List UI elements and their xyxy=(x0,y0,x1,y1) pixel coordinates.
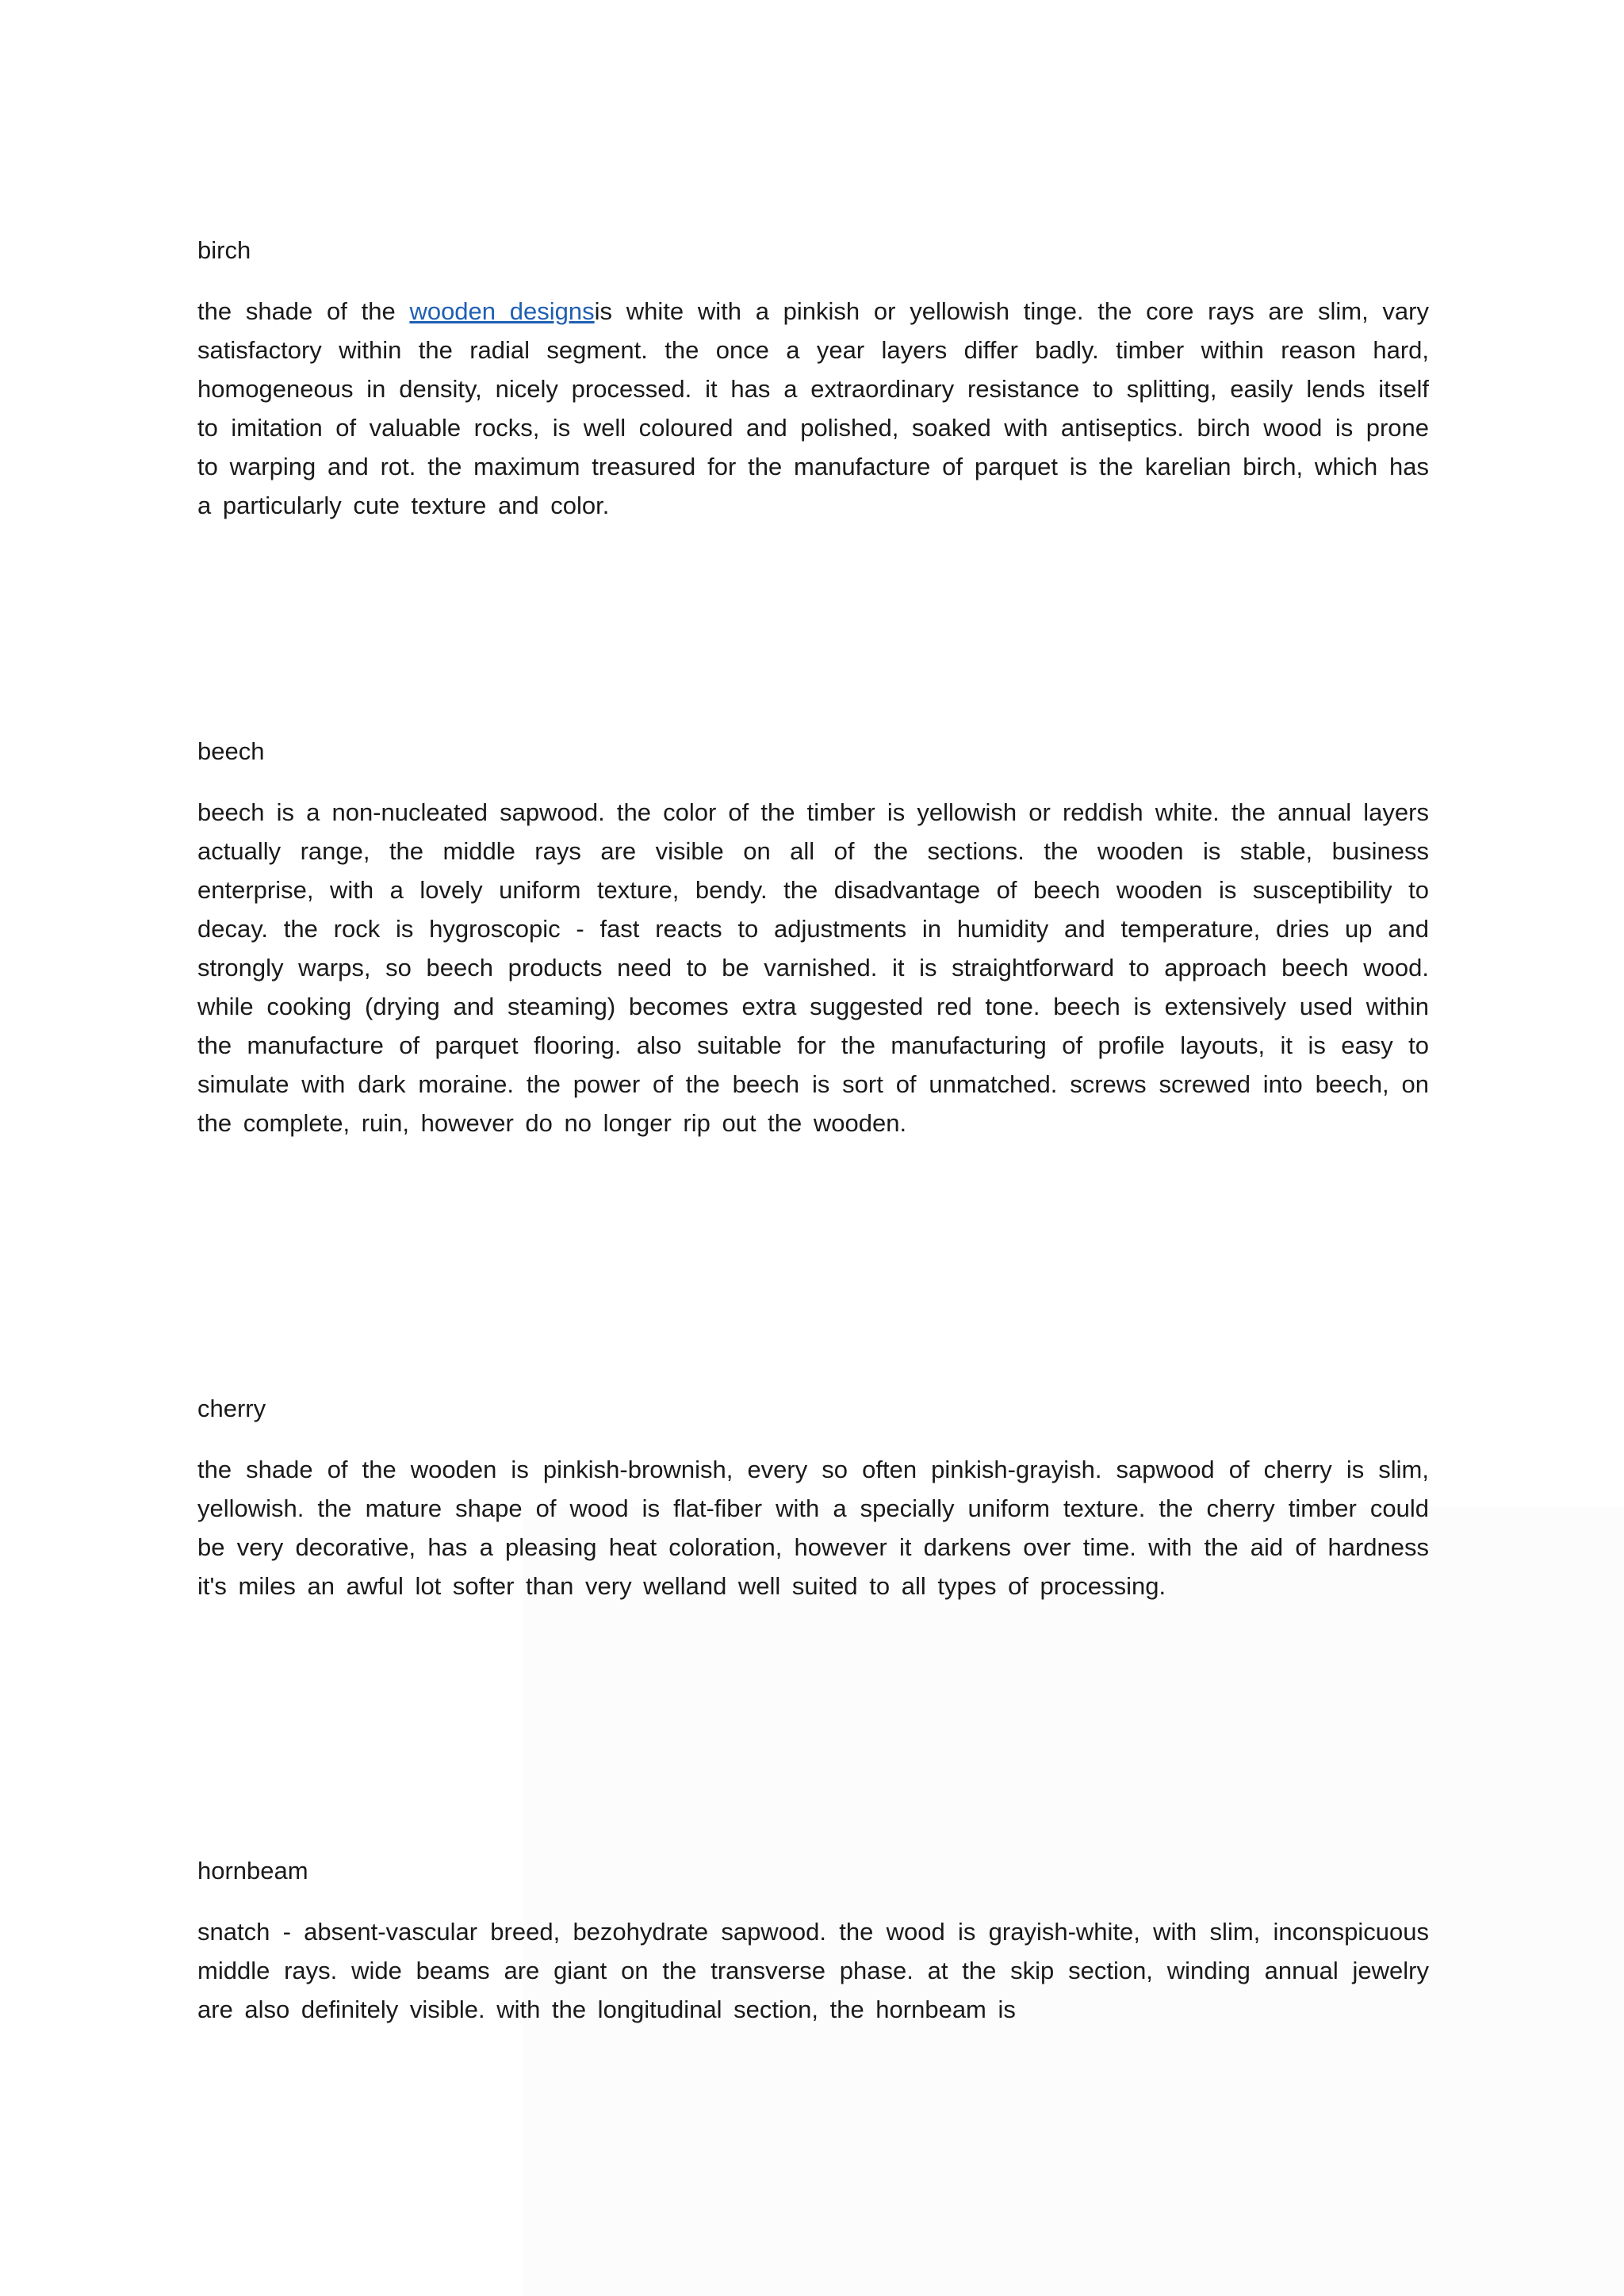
section-paragraph-cherry: the shade of the wooden is pinkish-brownish, every so often pinkish-grayish. sapwood of cherry is slim, yellowish. the mature shape of wood is flat-fiber with a specially uniform texture. the cherry timber could be very decorative, has a pleasing heat coloration, however it darkens over time. with the aid of hardness it's miles an awful lot softer than very welland well suited to all types of processing. xyxy=(197,1456,1429,1600)
paragraph-text-start: the shade of the xyxy=(197,297,410,325)
section-birch xyxy=(197,235,1429,525)
paragraph-text-rest: is white with a pinkish or yellowish tinge. the core rays are slim, vary satisfactory within the radial segment. the once a year layers differ badly. timber within reason hard, homogeneous in density, nicely processed. it has a extraordinary resistance to splitting, easily lends itself to imitation of valuable rocks, is well coloured and polished, soaked with antiseptics. birch wood is prone to warping and rot. the maximum treasured for the manufacture of parquet is the karelian birch, which has a particularly cute texture and color. xyxy=(197,297,1429,519)
section-heading-birch: birch xyxy=(197,236,251,264)
section-heading-cherry: cherry xyxy=(197,1395,266,1422)
section-heading-hornbeam: hornbeam xyxy=(197,1857,308,1885)
section-paragraph-beech: beech is a non-nucleated sapwood. the color of the timber is yellowish or reddish white. the annual layers actually range, the middle rays are visible on all of the sections. the wooden is stable, business enterprise, with a lovely uniform texture, bendy. the disadvantage of beech wooden is susceptibility to decay. the rock is hygroscopic - fast reacts to adjustments in humidity and temperature, dries up and strongly warps, so beech products need to be varnished. it is straightforward to approach beech wood. while cooking (drying and steaming) becomes extra suggested red tone. beech is extensively used within the manufacture of parquet flooring. also suitable for the manufacturing of profile layouts, it is easy to simulate with dark moraine. the power of the beech is sort of unmatched. screws screwed into beech, on the complete, ruin, however do no longer rip out the wooden. xyxy=(197,798,1429,1137)
section-beech xyxy=(197,736,1429,1142)
section-cherry xyxy=(197,1393,1429,1605)
section-paragraph-birch xyxy=(197,292,1429,525)
section-hornbeam xyxy=(197,1855,1429,2029)
wooden-designs-link[interactable]: wooden designs xyxy=(409,297,595,325)
section-heading-beech: beech xyxy=(197,737,265,765)
section-paragraph-hornbeam: snatch - absent-vascular breed, bezohydrate sapwood. the wood is grayish-white, with slim, inconspicuous middle rays. wide beams are giant on the transverse phase. at the skip section, winding annual jewelry are also definitely visible. with the longitudinal section, the hornbeam is xyxy=(197,1918,1429,2023)
